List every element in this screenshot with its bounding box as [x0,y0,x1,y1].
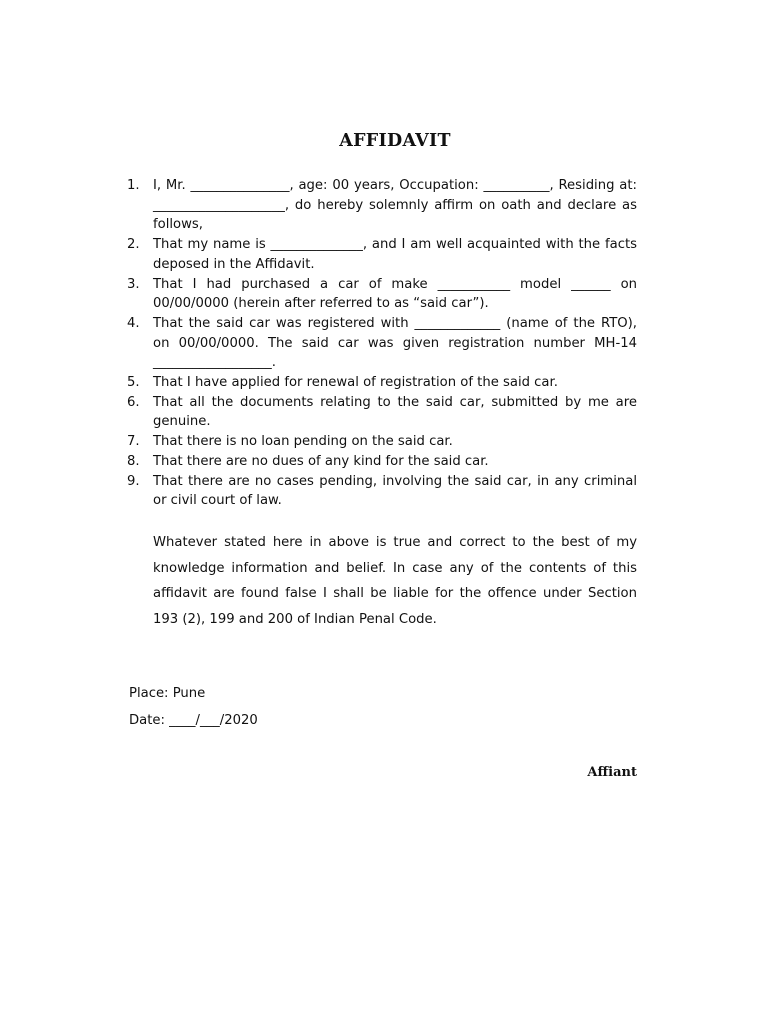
date-line: Date: ____/___/2020 [129,713,258,728]
clause-text: That all the documents relating to the said car, submitted by me are genuine. [153,394,637,430]
clause-number: 9. [127,473,140,489]
clause-item [127,176,637,235]
clause-text: That there is no loan pending on the said car. [153,434,453,450]
clause-text: That there are no dues of any kind for the said car. [153,453,489,469]
clause-text: That I had purchased a car of make ___________ model ______ on 00/00/0000 (herein after referred to as “said car”). [153,276,637,312]
place-line: Place: Pune [129,686,206,701]
clause-number: 4. [127,315,140,331]
clause-item [127,472,637,511]
clause-item [127,235,637,274]
clause-number: 5. [127,375,140,391]
clause-number: 1. [127,178,140,193]
affiant-signature-label: Affiant [587,765,637,780]
clause-item [127,452,637,472]
clause-text: I, Mr. _______________, age: 00 years, Occupation: __________, Residing at: ____________________, do hereby solemnly affirm on oath and declare as follows, [153,178,637,233]
clause-number: 8. [127,453,140,469]
clause-item [127,314,637,373]
clause-number: 3. [127,276,140,292]
clause-item [127,432,637,452]
affidavit-clauses [127,176,637,511]
declaration-paragraph: Whatever stated here in above is true and correct to the best of my knowledge information and belief. In case any of the contents of this affidavit are found false I shall be liable for the offence under Section 193 (2), 199 and 200 of Indian Penal Code. [153,535,637,628]
clause-text: That the said car was registered with _____________ (name of the RTO), on 00/00/0000. The said car was given registration number MH-14 __________________. [153,315,637,371]
clause-text: That my name is ______________, and I am well acquainted with the facts deposed in the Affidavit. [153,237,637,272]
clause-text: That there are no cases pending, involving the said car, in any criminal or civil court of law. [153,473,637,509]
clause-item [127,393,637,432]
clause-item [127,373,637,393]
document-title: AFFIDAVIT [339,131,451,151]
clause-number: 7. [127,434,140,450]
clause-text: That I have applied for renewal of registration of the said car. [153,375,558,391]
clause-number: 2. [127,237,140,253]
clause-item [127,275,637,314]
clause-number: 6. [127,394,140,410]
